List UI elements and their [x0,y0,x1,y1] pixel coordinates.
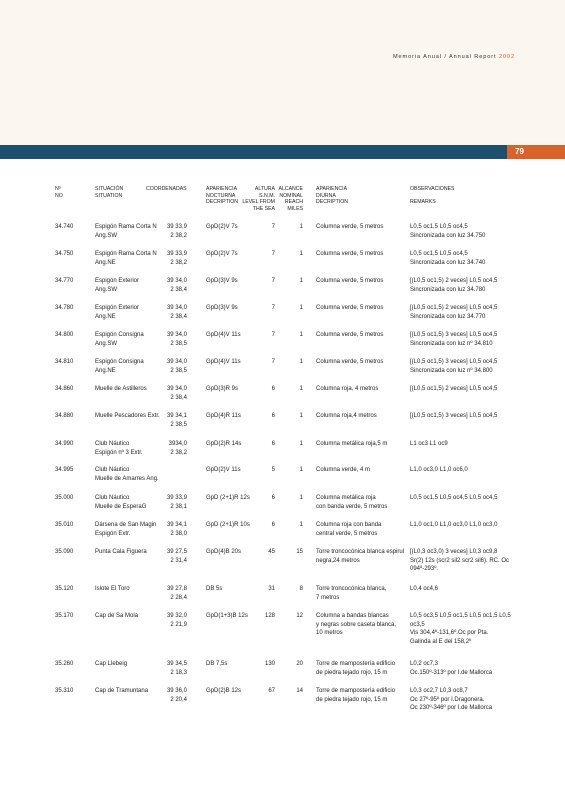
cell-alc: 1 [299,224,303,230]
running-head-title: Memoria Anual / Annual Report [392,54,497,60]
cell-obs [410,687,492,713]
cell-alt: 7 [271,278,275,284]
table-row [0,548,565,588]
cell-sit-line: Club Náutico [95,495,130,501]
cell-dia-line: Columna verde, 5 metros [316,278,384,284]
cell-obs [410,223,485,240]
header-apariencia [206,186,238,206]
cell-obs [410,466,468,475]
header-alcance-line: ALCANCE [278,186,303,192]
cell-no: 34.780 [55,305,74,311]
cell-sit-line: Muelle de Amarres Ang. [95,475,159,482]
cell-alc: 8 [299,586,303,592]
cell-no: 34.995 [55,467,74,473]
cell-dia [316,277,383,286]
cell-obs-line: L1,0 oc3,0 L1,0 oc6,0 [410,467,468,473]
cell-alt: 130 [264,661,275,667]
cell-alt: 6 [271,386,275,392]
cell-sit-line: Espigón Consigna [95,359,144,365]
cell-dia [316,548,404,565]
header-situacion-line: SITUATION [95,192,123,199]
cell-coord [157,687,187,704]
header-observaciones-line: OBSERVACIONES [410,186,455,192]
cell-alc: 1 [299,413,303,419]
cell-dia-line: Columna verde, 5 metros [316,359,384,365]
cell-no: 34.990 [55,441,74,447]
cell-app: GpD(3)V 9s [206,305,238,311]
cell-alt: 7 [271,251,275,257]
cell-coord [157,385,187,402]
cell-alt: 67 [268,688,275,694]
header-altura [242,186,275,212]
cell-sit-line: Espigón Rama Corta N [95,251,157,257]
header-alcance-line: MILES [287,205,303,212]
cell-app: GpD(2)R 14s [206,441,242,447]
cell-coord-line: 39 34,0 [166,359,187,365]
cell-dia [316,440,387,449]
cell-coord-line: 39 34,1 [166,522,187,528]
cell-dia-line: Columna verde, 5 metros [316,224,384,230]
cell-alc: 1 [299,495,303,501]
cell-obs-line: Sr(2) 12s (scr2 sil2 scr2 sil6). RC. Oc [410,557,510,564]
cell-coord-line: 39 27,8 [166,586,187,592]
cell-app: GpD(3)R 9s [206,386,239,392]
cell-app: GpD(2)V 7s [206,251,238,257]
cell-dia-line: Columna roja, 4 metros [316,386,379,392]
cell-alt: 31 [268,586,275,592]
cell-coord-line: 39 33,9 [166,251,187,257]
cell-sit [95,304,157,321]
cell-dia [316,466,370,475]
cell-sit-line: Punta Cala Figuera [95,549,147,555]
header-apariencia-line: DECRIPTION [206,199,238,206]
cell-obs [410,304,497,321]
cell-no: 35.000 [55,495,74,501]
cell-no: 34.750 [55,251,74,257]
cell-coord [157,331,187,348]
cell-obs-line: L1,0 oc1,0 L1,0 oc3,0 L1,0 oc3,0 [410,522,498,528]
cell-sit-line: Ang.SW [95,286,118,293]
cell-alt: 6 [271,413,275,419]
cell-alc: 1 [299,305,303,311]
cell-coord-line: 2 38,4 [170,394,187,401]
cell-sit-line: Ang.SW [95,340,118,347]
cell-coord [157,358,187,375]
header-observaciones-line: REMARKS [410,199,436,206]
cell-obs-line: L0,3 oc2,7 L0,3 oc8,7 [410,688,468,694]
cell-coord-line: 2 20,4 [170,696,187,703]
cell-sit [95,521,157,538]
cell-sit-line: Espigón Exterior [95,278,140,284]
cell-coord-line: 2 28,4 [170,594,187,601]
cell-dia-line: Columna verde, 5 metros [316,251,384,257]
cell-dia-line: Columna metálica roja [316,495,376,501]
cell-coord-line: 2 38,5 [170,340,187,347]
cell-obs [410,250,485,267]
cell-coord-line: 39 34,0 [166,386,187,392]
table-row [0,687,565,727]
header-alcance-line: REACH [284,199,303,206]
cell-obs-line: L0,5 oc1,5 L0,5 oc4,5 L0,5 oc4,5 [410,495,498,501]
cell-obs-line: Sincronizada con luz 34.750 [410,232,486,239]
cell-alt: 45 [268,549,275,555]
cell-obs [410,412,497,421]
cell-alc: 15 [296,549,303,555]
cell-coord-line: 39 27,5 [166,549,187,555]
header-diurna [316,186,348,206]
cell-dia [316,223,383,232]
cell-dia-line: 7 metros [316,594,340,601]
cell-app: GpD(2)B 12s [206,688,242,694]
cell-coord-line: 39 34,5 [166,661,187,667]
cell-obs-line: [(L0,5 oc1,5) 2 veces] L0,5 oc4,5 [410,305,498,311]
cell-app: GpD(4)R 11s [206,413,241,419]
cell-obs-line: 094º-293º. [410,566,439,573]
header-situacion [95,186,123,199]
cell-alt: 6 [271,522,275,528]
header-alcance [278,186,303,212]
cell-coord-line: 39 36,0 [166,688,187,694]
cell-app: GpD(2)V 7s [206,224,238,230]
cell-obs [410,385,497,394]
header-diurna-line: DECRIPTION [316,199,348,206]
cell-obs [410,494,497,503]
cell-dia [316,612,396,638]
header-apariencia-line: APARIENCIA [206,186,238,192]
cell-dia-line: con banda verde, 5 metros [316,503,388,510]
cell-obs [410,585,438,594]
cell-dia-line: de piedra tejado rojo, 15 m [316,696,388,703]
page-top-band [0,0,565,145]
cell-alc: 1 [299,386,303,392]
cell-sit [95,494,157,511]
header-observaciones [410,186,455,206]
cell-sit-line: Muelle Pescadores Extr. [95,413,160,419]
cell-obs-line: Sincronizada con luz 34.770 [410,313,486,320]
cell-obs-line: [(L0,5 oc1,5) 3 veces] L0,5 oc4,5 [410,359,498,365]
cell-coord-line: 2 38,4 [170,313,187,320]
cell-coord-line: 2 38,4 [170,286,187,293]
cell-obs [410,548,509,574]
cell-sit [95,223,157,240]
cell-obs [410,660,492,677]
cell-coord-line: 39 34,0 [166,332,187,338]
cell-app: DB 5s [206,586,223,592]
cell-coord [157,612,187,629]
cell-coord [157,223,187,240]
cell-sit [95,466,157,483]
cell-obs [410,440,448,449]
cell-obs-line: [(L0,3 oc3,0) 3 veces] L0,3 oc9,8 [410,549,498,555]
cell-dia-line: Columna verde, 4 m [316,467,371,473]
header-altura-line: THE SEA [252,205,275,212]
cell-app: GpD(1+3)B 12s [206,613,248,619]
cell-alt: 7 [271,305,275,311]
cell-dia-line: Columna metálica roja,5 m [316,441,388,447]
cell-obs-line: Sincronizada con luz 34.740 [410,259,486,266]
cell-coord-line: 39 34,1 [166,413,187,419]
cell-obs [410,521,497,530]
cell-dia [316,687,395,704]
cell-coord-line: 2 38,0 [170,530,187,537]
header-coordenadas [146,186,187,193]
cell-coord-line: 3934,0 [168,441,187,447]
cell-no: 35.120 [55,586,74,592]
cell-alc: 1 [299,359,303,365]
cell-no: 34.880 [55,413,74,419]
header-observaciones-line [410,193,455,200]
cell-coord-line: 2 38,1 [170,503,187,510]
cell-coord [157,304,187,321]
cell-sit [95,687,157,696]
cell-obs-line: Sincronizada con luz 34.780 [410,286,486,293]
cell-alc: 1 [299,278,303,284]
cell-obs-line: Oc 230º-346º por I.de Mallorca [410,705,493,712]
cell-coord-line: 2 18,3 [170,669,187,676]
header-no-line: Nº [55,186,61,192]
cell-alt: 7 [271,332,275,338]
cell-obs-line: L1 oc3 L1 oc9 [410,441,448,447]
cell-obs-line: Oc 27º-95º por I.Dragonera. [410,696,485,703]
cell-obs-line: Sincronizada con luz nº 34.800 [410,367,493,374]
cell-obs-line: oc3,5 [410,621,425,628]
cell-coord-line: 2 21,9 [170,621,187,628]
cell-sit-line: Cap Llebeig [95,661,128,667]
cell-coord-line: 2 38,2 [170,232,187,239]
cell-alt: 128 [264,613,275,619]
page-number: 79 [507,145,565,159]
cell-coord [157,585,187,602]
cell-sit-line: Ang.NE [95,367,116,374]
cell-app: GpD (2+1)R 12s [206,495,250,501]
cell-sit-line: Cap de Tramuntana [95,688,149,694]
cell-dia [316,494,387,511]
cell-coord-line: 2 38,5 [170,421,187,428]
cell-sit [95,440,157,457]
cell-alc: 1 [299,522,303,528]
header-apariencia-line: NOCTURNA [206,192,236,199]
cell-coord-line: 39 33,9 [166,224,187,230]
cell-dia [316,358,383,367]
cell-sit-line: Ang.NE [95,259,116,266]
cell-sit-line: Muelle de Astilleros [95,386,147,392]
cell-obs-line: L0,5 oc3,5 L0,5 oc1,5 L0,5 oc1,5 L0,5 [410,613,511,619]
cell-alc: 20 [296,661,303,667]
cell-no: 35.010 [55,522,74,528]
cell-sit-line: Espigón nº 3 Extr. [95,449,143,456]
cell-dia-line: Columna verde, 5 metros [316,332,384,338]
running-head-year: 2002 [498,54,515,60]
cell-coord [157,412,187,429]
cell-obs-line: Galinda al E del 158,2º [410,638,472,645]
cell-no: 34.770 [55,278,74,284]
cell-sit [95,277,157,294]
header-diurna-line: APARIENCIA [316,186,348,192]
cell-coord [157,494,187,511]
cell-no: 34.810 [55,359,74,365]
cell-app: GpD(4)V 11s [206,332,241,338]
cell-coord-line: 39 34,0 [166,305,187,311]
cell-no: 35.310 [55,688,74,694]
cell-no: 34.860 [55,386,74,392]
table-row [0,612,565,652]
cell-no: 35.090 [55,549,74,555]
cell-dia-line: Torre troncocónica blanca espirul [316,549,405,555]
cell-obs-line: L0,2 oc7,3 [410,661,439,667]
cell-alt: 5 [271,467,275,473]
cell-sit-line: Club Náutico [95,467,130,473]
cell-coord [157,521,187,538]
cell-alc: 12 [296,613,303,619]
cell-no: 34.740 [55,224,74,230]
cell-alc: 1 [299,251,303,257]
cell-dia-line: Columna verde, 5 metros [316,305,384,311]
cell-dia [316,331,383,340]
header-no-line: NO [55,192,63,199]
cell-dia-line: Columna a bandas blancas [316,613,389,619]
cell-coord-line: 2 38,2 [170,259,187,266]
cell-obs-line: L0,4 oc4,6 [410,586,439,592]
header-no [55,186,63,199]
cell-obs-line: [(L0,5 oc1,5) 2 veces] L0,5 oc4,5 [410,386,498,392]
cell-dia [316,250,383,259]
cell-dia [316,304,383,313]
cell-sit-line: Espigón Extr. [95,530,131,537]
cell-sit [95,358,157,375]
cell-dia-line: Columna roja,4 metros [316,413,377,419]
cell-dia [316,585,386,602]
header-blue-bar [0,145,507,159]
cell-coord [157,440,187,457]
cell-no: 34.800 [55,332,74,338]
cell-dia [316,412,377,421]
header-situacion-line: SITUACIÓN [95,186,124,192]
cell-dia-line: de piedra tejado rojo, 15 m [316,669,388,676]
cell-no: 35.170 [55,613,74,619]
cell-dia [316,660,395,677]
cell-sit [95,250,157,267]
cell-sit-line: Espigón Consigna [95,332,144,338]
cell-dia-line: negra,24 metros [316,557,360,564]
cell-sit [95,612,157,621]
header-coordenadas-line: COORDENADAS [146,186,187,192]
cell-sit [95,660,157,669]
cell-obs-line: Vis 304,4º-131,6º.Oc por Pta. [410,630,489,637]
cell-sit-line: Ang.NE [95,313,116,320]
header-altura-line: S.N.M. [259,192,275,199]
cell-sit-line: Club Náutico [95,441,130,447]
running-head [393,54,515,60]
cell-alc: 1 [299,332,303,338]
cell-app: DB 7,5s [206,661,228,667]
cell-app: GpD(2)V 11s [206,467,241,473]
cell-obs [410,358,497,375]
cell-obs [410,612,511,646]
cell-obs-line: [(L0,5 oc1,5) 3 veces] L0,5 oc4,5 [410,332,498,338]
cell-obs [410,277,497,294]
header-diurna-line: DIURNA [316,192,336,199]
cell-sit-line: Dársena de San Magin [95,522,157,528]
cell-app: GpD(3)V 9s [206,278,238,284]
cell-alt: 7 [271,224,275,230]
cell-coord-line: 39 33,9 [166,495,187,501]
cell-app: GpD(4)B 20s [206,549,242,555]
cell-dia-line: Columna roja con banda [316,522,382,528]
cell-coord [157,548,187,565]
cell-obs-line: [(L0,5 oc1,5) 3 veces] L0,5 oc4,5 [410,413,498,419]
cell-sit [95,331,157,348]
cell-sit [95,548,157,557]
cell-obs-line: [(L0,5 oc1,5) 2 veces] L0,5 oc4,5 [410,278,498,284]
cell-obs-line: L0,5 oc1,5 L0,5 oc4,5 [410,224,468,230]
cell-sit [95,412,160,421]
cell-obs-line: Sincronizada con luz nº 34.810 [410,340,493,347]
cell-dia [316,385,378,394]
cell-sit [95,585,157,594]
cell-coord-line: 2 31,4 [170,557,187,564]
cell-alt: 7 [271,359,275,365]
header-alcance-line: NOMINAL [279,192,303,199]
cell-coord-line: 2 38,5 [170,367,187,374]
cell-alc: 1 [299,467,303,473]
cell-sit-line: Espigón Rama Corta N [95,224,157,230]
cell-sit-line: Espigón Exterior [95,305,140,311]
cell-dia-line: y negras sobre caseta blanca, [316,621,397,628]
cell-coord-line: 2 38,2 [170,449,187,456]
cell-obs [410,331,497,348]
cell-alc: 1 [299,441,303,447]
cell-sit-line: Ang.SW [95,232,118,239]
cell-sit-line: Islote El Toro [95,586,130,592]
cell-app: GpD(4)V 11s [206,359,241,365]
cell-alc: 14 [296,688,303,694]
cell-app: GpD (2+1)R 10s [206,522,250,528]
cell-coord [157,660,187,677]
cell-obs-line: Oc.150º-313º por I.de Mallorca [410,669,493,676]
cell-alt: 6 [271,441,275,447]
cell-coord-line: 39 32,0 [166,613,187,619]
cell-no: 35.260 [55,661,74,667]
cell-dia-line: 10 metros [316,630,343,637]
cell-sit [95,385,157,394]
cell-dia-line: Torre de mampostería edificio [316,661,396,667]
cell-coord-line: 39 34,0 [166,278,187,284]
cell-obs-line: L0,5 oc1,5 L0,5 oc4,5 [410,251,468,257]
cell-coord [157,250,187,267]
cell-sit-line: Muelle de EsperaG [95,503,147,510]
cell-dia [316,521,381,538]
cell-dia-line: Torre troncocónica blanca, [316,586,387,592]
cell-sit-line: Cap de Sa Mola [95,613,139,619]
cell-dia-line: Torre de mampostería edificio [316,688,396,694]
cell-coord [157,277,187,294]
header-altura-line: ALTURA [254,186,275,192]
header-altura-line: LEVEL FROM [242,199,275,206]
cell-alt: 6 [271,495,275,501]
cell-dia-line: central verde, 5 metros [316,530,378,537]
